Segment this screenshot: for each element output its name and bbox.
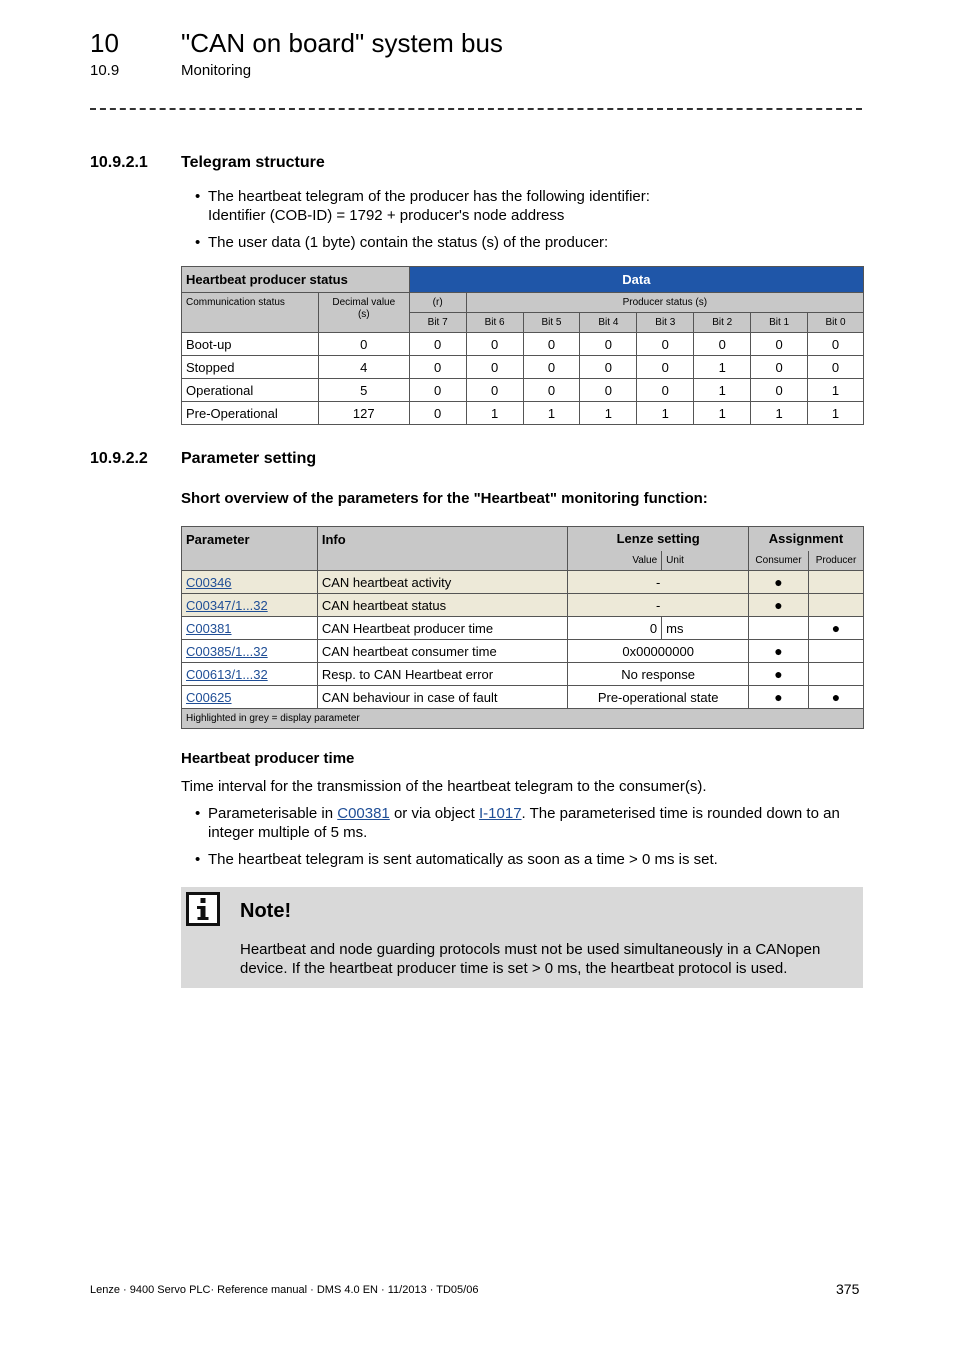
bit-header: Bit 1 [751, 313, 808, 333]
decimal-cell: 127 [318, 402, 409, 425]
bit-cell: 0 [637, 333, 694, 356]
table-row [182, 379, 864, 402]
bit-cell: 1 [751, 402, 808, 425]
producer-cell [808, 594, 863, 617]
bit-cell: 1 [523, 402, 580, 425]
bit-cell: 1 [694, 402, 751, 425]
producer-cell: ● [808, 686, 863, 709]
table-heading: Heartbeat producer status [182, 267, 410, 293]
bit-cell: 0 [637, 356, 694, 379]
info-cell: Resp. to CAN Heartbeat error [317, 663, 567, 686]
parameter-link[interactable]: C00347/1...32 [186, 597, 268, 613]
bit-cell: 0 [580, 356, 637, 379]
info-cell: CAN heartbeat status [317, 594, 567, 617]
bit-cell: 0 [751, 356, 808, 379]
bullet-dot: • [195, 234, 201, 251]
col-unit: Unit [662, 551, 749, 571]
status-cell: Stopped [182, 356, 319, 379]
bit-cell: 0 [580, 333, 637, 356]
bit-cell: 1 [580, 402, 637, 425]
value-cell: - [568, 594, 749, 617]
bit-cell: 0 [751, 333, 808, 356]
col-producer: Producer [808, 551, 863, 571]
consumer-cell: ● [749, 663, 809, 686]
info-cell: CAN Heartbeat producer time [317, 617, 567, 640]
bit-cell: 1 [637, 402, 694, 425]
bullet-text: The heartbeat telegram is sent automatically as soon as a time > 0 ms is set. [208, 851, 718, 868]
chapter-title: "CAN on board" system bus [181, 28, 503, 58]
parameter-cell [182, 640, 318, 663]
bullet-text: Parameterisable in C00381 or via object I-1017. The parameterised time is rounded down to an integer multiple of 5 ms. [208, 805, 840, 841]
consumer-cell: ● [749, 686, 809, 709]
col-comm-status: Communication status [182, 293, 319, 333]
info-cell: CAN heartbeat activity [317, 571, 567, 594]
note-title: Note! [240, 900, 292, 922]
bit-cell: 0 [409, 356, 466, 379]
col-parameter: Parameter [182, 527, 318, 571]
table-footnote: Highlighted in grey = display parameter [182, 709, 864, 729]
bit-cell: 0 [637, 379, 694, 402]
col-lenze-setting: Lenze setting [568, 527, 749, 551]
table-row [182, 686, 864, 709]
section-number: 10.9 [90, 62, 120, 79]
producer-time-intro: Time interval for the transmission of the heartbeat telegram to the consumer(s). [181, 778, 707, 795]
footer-text: Lenze · 9400 Servo PLC· Reference manual · DMS 4.0 EN · 11/2013 · TD05/06 [90, 1284, 479, 1296]
table-row [182, 333, 864, 356]
section2-number: 10.9.2.2 [90, 450, 148, 467]
col-consumer: Consumer [749, 551, 809, 571]
bit-cell: 1 [808, 402, 864, 425]
table-row [182, 663, 864, 686]
value-cell: - [568, 571, 749, 594]
table-row [182, 640, 864, 663]
col-assignment: Assignment [749, 527, 864, 551]
status-cell: Pre-Operational [182, 402, 319, 425]
decimal-cell: 5 [318, 379, 409, 402]
consumer-cell: ● [749, 594, 809, 617]
bit-cell: 0 [466, 356, 523, 379]
producer-time-heading: Heartbeat producer time [181, 750, 355, 767]
table-row [182, 402, 864, 425]
data-heading: Data [409, 267, 863, 293]
bullet-text: The user data (1 byte) contain the status (s) of the producer: [208, 234, 609, 251]
col-value: Value [568, 551, 662, 571]
parameter-link[interactable]: C00625 [186, 689, 232, 705]
bit-cell: 0 [523, 333, 580, 356]
bit-header: Bit 2 [694, 313, 751, 333]
parameter-table [181, 526, 864, 729]
col-producer-status: Producer status (s) [466, 293, 863, 313]
header-divider [90, 108, 862, 110]
bullet-dot: • [195, 188, 201, 205]
producer-cell: ● [808, 617, 863, 640]
table-row [182, 617, 864, 640]
bit-header: Bit 4 [580, 313, 637, 333]
table-row [182, 571, 864, 594]
bit-cell: 1 [694, 379, 751, 402]
bit-cell: 0 [409, 379, 466, 402]
consumer-cell: ● [749, 571, 809, 594]
table-row [182, 356, 864, 379]
bit-cell: 1 [808, 379, 864, 402]
unit-cell: ms [662, 617, 749, 640]
col-decimal: Decimal value (s) [318, 293, 409, 333]
status-cell: Operational [182, 379, 319, 402]
decimal-cell: 4 [318, 356, 409, 379]
bit-cell: 0 [694, 333, 751, 356]
bit-cell: 0 [409, 402, 466, 425]
producer-cell [808, 640, 863, 663]
info-icon [186, 892, 220, 926]
page-number: 375 [836, 1281, 860, 1297]
col-info: Info [317, 527, 567, 571]
link-i-1017[interactable]: I-1017 [479, 805, 522, 822]
bit-cell: 0 [751, 379, 808, 402]
parameter-cell [182, 686, 318, 709]
bullet-text: The heartbeat telegram of the producer has the following identifier: Identifier (COB-ID) = 1792 + producer's node address [208, 188, 650, 224]
bit-cell: 0 [523, 356, 580, 379]
section2-title: Parameter setting [181, 450, 317, 467]
bit-cell: 0 [808, 356, 864, 379]
info-cell: CAN behaviour in case of fault [317, 686, 567, 709]
bit-cell: 0 [808, 333, 864, 356]
section1-title: Telegram structure [181, 154, 325, 171]
bit-header: Bit 3 [637, 313, 694, 333]
consumer-cell [749, 617, 809, 640]
value-cell: 0 [568, 617, 662, 640]
parameter-cell [182, 594, 318, 617]
bit-header: Bit 6 [466, 313, 523, 333]
note-text: Heartbeat and node guarding protocols must not be used simultaneously in a CANopen device. If the heartbeat producer time is set > 0 ms, the heartbeat protocol is used. [240, 941, 821, 977]
section1-number: 10.9.2.1 [90, 154, 148, 171]
info-cell: CAN heartbeat consumer time [317, 640, 567, 663]
parameter-link[interactable]: C00385/1...32 [186, 643, 268, 659]
parameter-cell [182, 571, 318, 594]
parameter-cell [182, 617, 318, 640]
section-title: Monitoring [181, 62, 252, 79]
status-cell: Boot-up [182, 333, 319, 356]
parameter-link[interactable]: C00346 [186, 574, 232, 590]
value-cell: No response [568, 663, 749, 686]
chapter-number: 10 [90, 28, 119, 58]
table-row [182, 594, 864, 617]
bit-header: Bit 5 [523, 313, 580, 333]
bit-cell: 0 [409, 333, 466, 356]
producer-cell [808, 663, 863, 686]
bit-header: Bit 7 [409, 313, 466, 333]
bullet-dot: • [195, 851, 201, 868]
overview-heading: Short overview of the parameters for the "Heartbeat" monitoring function: [181, 490, 708, 507]
bit-cell: 0 [523, 379, 580, 402]
bit-cell: 0 [466, 379, 523, 402]
parameter-link[interactable]: C00381 [186, 620, 232, 636]
decimal-cell: 0 [318, 333, 409, 356]
value-cell: Pre-operational state [568, 686, 749, 709]
bit-cell: 0 [580, 379, 637, 402]
bit-cell: 0 [466, 333, 523, 356]
consumer-cell: ● [749, 640, 809, 663]
value-cell: 0x00000000 [568, 640, 749, 663]
parameter-link[interactable]: C00613/1...32 [186, 666, 268, 682]
bit-header: Bit 0 [808, 313, 864, 333]
heartbeat-status-table [181, 266, 864, 425]
parameter-cell [182, 663, 318, 686]
bit-cell: 1 [694, 356, 751, 379]
col-r: (r) [409, 293, 466, 313]
bullet-dot: • [195, 805, 201, 822]
link-c00381[interactable]: C00381 [337, 805, 390, 822]
producer-cell [808, 571, 863, 594]
bit-cell: 1 [466, 402, 523, 425]
